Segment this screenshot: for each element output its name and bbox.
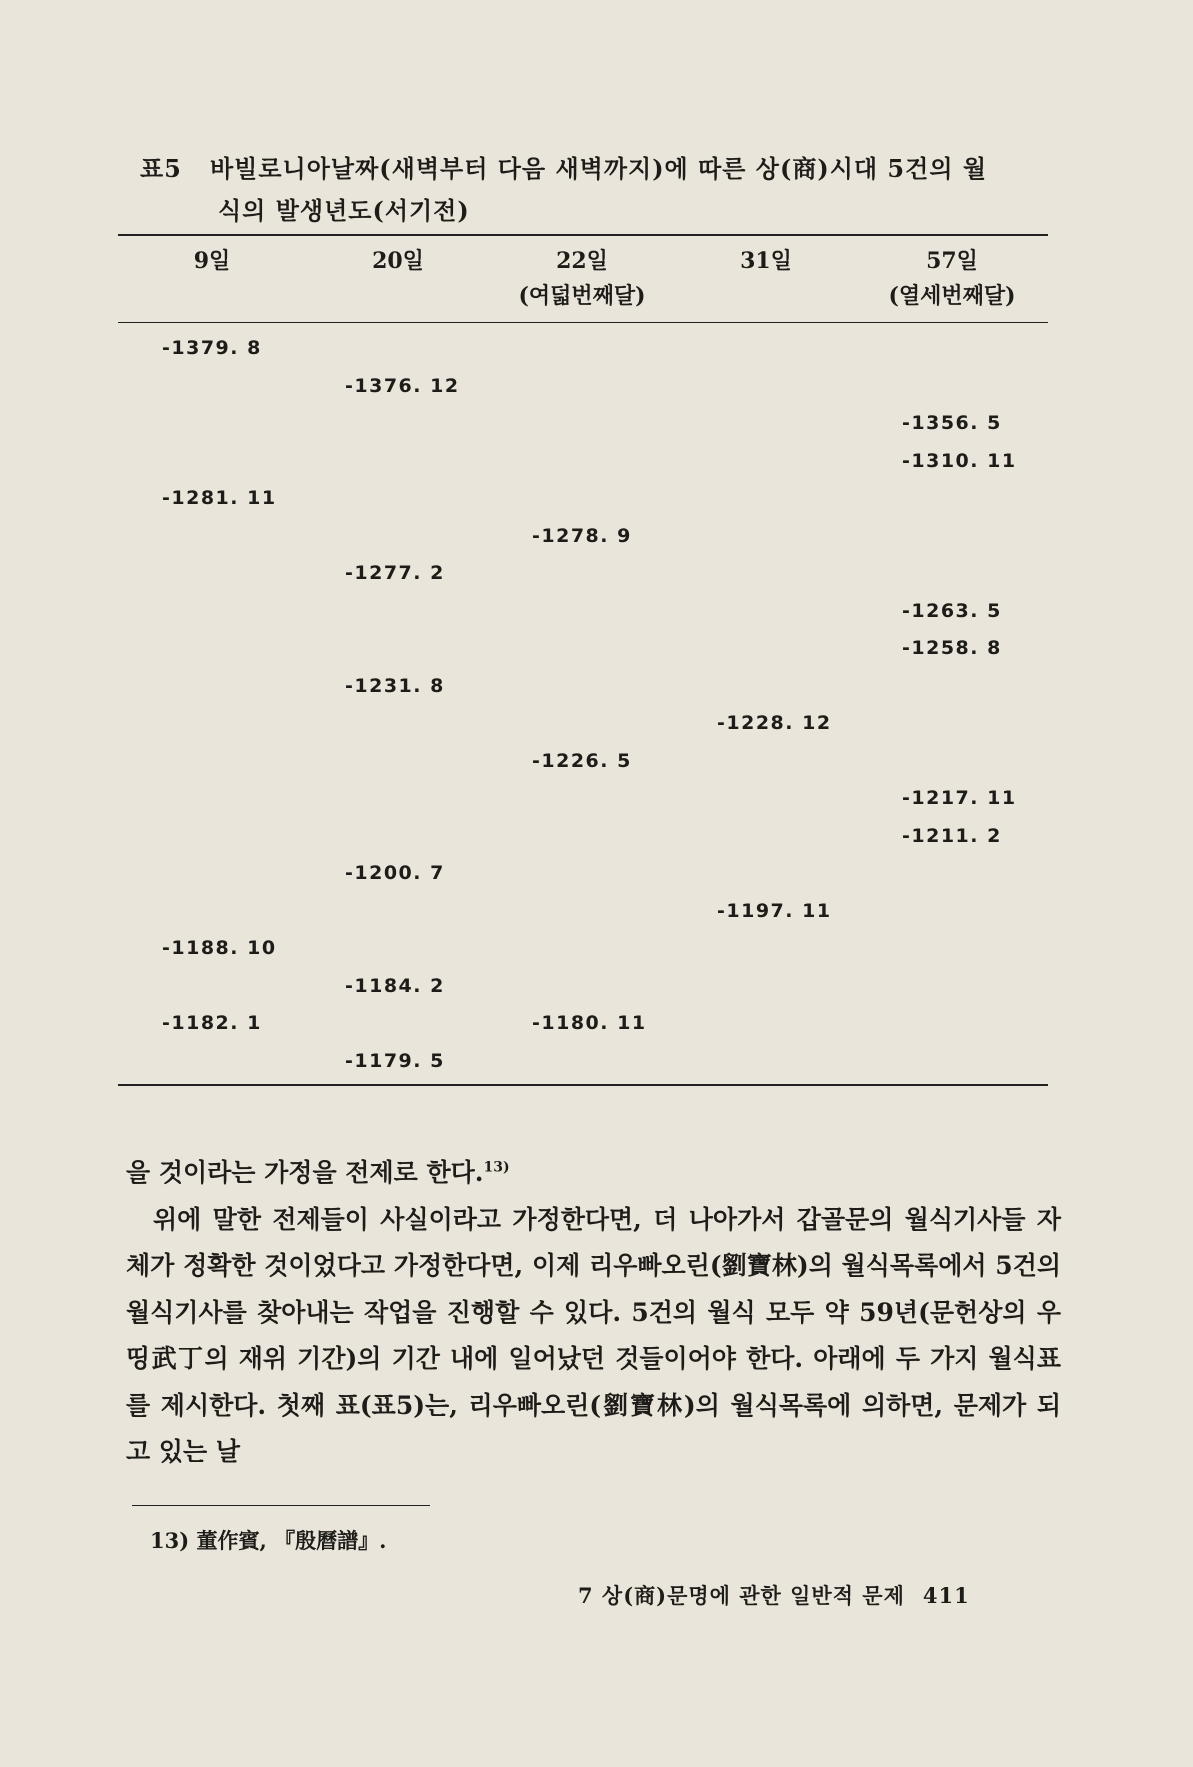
table-cell: -1217. 11 xyxy=(902,787,1017,809)
table-cell: -1258. 8 xyxy=(902,637,1002,659)
page-number: 411 xyxy=(922,1583,970,1608)
table-header-rule xyxy=(118,322,1048,323)
table-cell: -1281. 11 xyxy=(162,487,277,509)
column-header xyxy=(298,244,498,279)
column-header-note: (열세번째달) xyxy=(888,283,1016,309)
table-cell: -1182. 1 xyxy=(162,1012,262,1034)
paragraph-text: 을 것이라는 가정을 전제로 한다. xyxy=(126,1158,484,1187)
column-header-day: 22일 xyxy=(556,248,608,274)
table-cell: -1277. 2 xyxy=(345,562,445,584)
table-cell: -1226. 5 xyxy=(532,749,632,772)
table-cell: -1197. 11 xyxy=(717,899,832,922)
table-cell: -1188. 10 xyxy=(162,937,277,959)
caption-line-2: 식의 발생년도(서기전) xyxy=(218,196,470,225)
table-cell: -1379. 8 xyxy=(162,337,262,359)
table-cell: -1179. 5 xyxy=(345,1049,445,1072)
table-cell: -1376. 12 xyxy=(345,374,460,397)
table-cell: -1263. 5 xyxy=(902,599,1002,622)
table-cell: -1278. 9 xyxy=(532,524,632,547)
table-cell: -1310. 11 xyxy=(902,449,1017,472)
column-header-day: 20일 xyxy=(372,248,424,274)
paragraph: 위에 말한 전제들이 사실이라고 가정한다면, 더 나아가서 갑골문의 월식기사들 자체가 정확한 것이었다고 가정한다면, 이제 리우빠오린(劉寶林)의 월식목록에서 5건의 월식기사를 찾아내는 작업을 진행할 수 있다. 5건의 월식 모두 약 59년(문헌상의 우띵武丁의 재위 기간)의 기간 내에 일어났던 것들이어야 한다. 아래에 두 가지 월식표를 제시한다. 첫째 표(표5)는, 리우빠오린(劉寶林)의 월식목록에 의하면, 문제가 되고 있는 날 xyxy=(126,1204,1061,1466)
running-footer xyxy=(578,1580,970,1610)
table-cell: -1211. 2 xyxy=(902,824,1002,847)
column-header xyxy=(666,244,866,279)
caption-label: 표5 xyxy=(140,154,182,183)
footnote: 13) 董作賓, 『殷曆譜』. xyxy=(150,1528,387,1553)
table-cell: -1228. 12 xyxy=(717,712,832,734)
table-cell: -1231. 8 xyxy=(345,674,445,697)
column-header xyxy=(852,244,1052,314)
table-cell: -1356. 5 xyxy=(902,412,1002,434)
body-text xyxy=(126,1150,1061,1476)
table-cell: -1180. 11 xyxy=(532,1012,647,1034)
column-header-day: 9일 xyxy=(193,248,231,274)
table-cell: -1200. 7 xyxy=(345,862,445,884)
paragraph xyxy=(126,1150,1061,1197)
caption-line-1: 바빌로니아날짜(새벽부터 다음 새벽까지)에 따른 상(商)시대 5건의 월 xyxy=(210,154,988,183)
table-cell: -1184. 2 xyxy=(345,974,445,997)
table-bottom-rule xyxy=(118,1084,1048,1086)
column-header xyxy=(482,244,682,314)
column-header-day: 57일 xyxy=(926,248,978,274)
running-head: 7 상(商)문명에 관한 일반적 문제 xyxy=(578,1583,905,1608)
table-top-rule xyxy=(118,234,1048,236)
footnote-rule xyxy=(132,1505,430,1506)
column-header xyxy=(112,244,312,279)
footnote-ref[interactable]: 13) xyxy=(483,1159,510,1176)
column-header-note: (여덟번째달) xyxy=(518,283,646,309)
table-caption xyxy=(140,148,1040,232)
column-header-day: 31일 xyxy=(740,248,792,274)
